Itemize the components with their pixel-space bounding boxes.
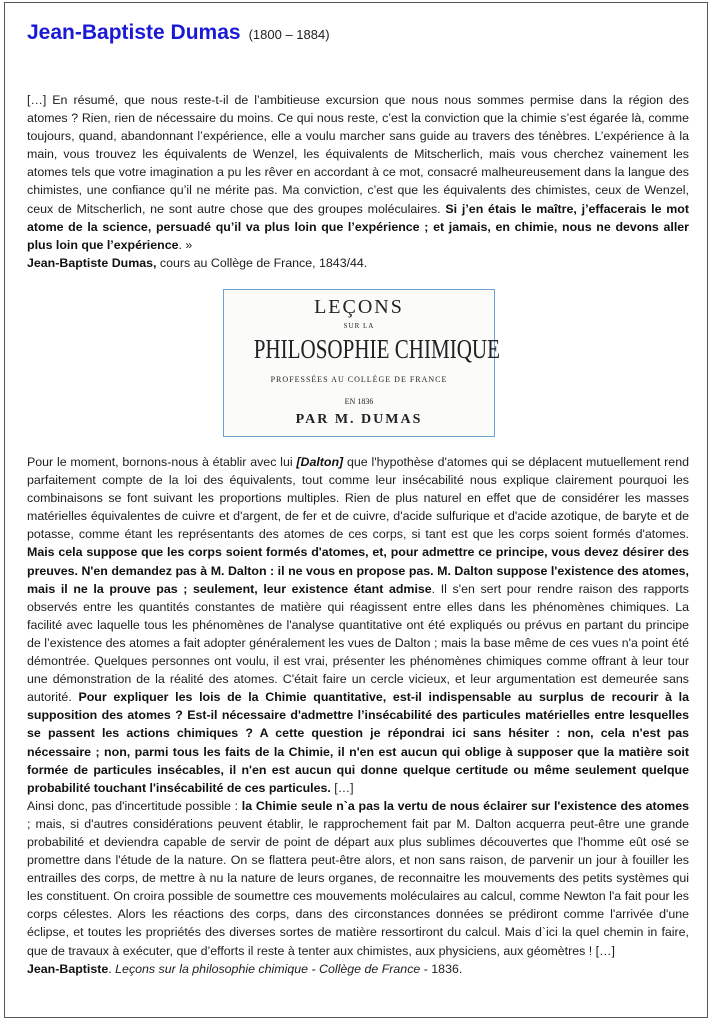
dalton-mention: [Dalton] (296, 455, 344, 469)
plate-line-author: PAR M. DUMAS (295, 412, 423, 427)
life-dates: (1800 – 1884) (248, 27, 330, 42)
excerpt-text: […] (330, 780, 354, 795)
plate-line-title: PHILOSOPHIE CHIMIQUE (253, 334, 500, 364)
book-title-image (223, 289, 500, 437)
excerpt-text: que l'hypothèse d'atomes qui se déplacent mutuellement rend parfaitement compte de la loi des équivalents, tout comme leur insécabilité nous explique clairement pourquoi les combinaisons se font suivant les proportions multiples. Rien de plus naturel en effet que de considérer les masses matérielles équivalentes de cuivre et d'argent, de fer et de cuivre, d'acide sulfurique et d'acide azotique, de baryte et de potasse, comme étant les représentants des atomes de ces corps, si tant est que les corps soient formés d'atomes. (27, 455, 689, 542)
plate-line-year: EN 1836 (344, 397, 374, 406)
plate-line-professees: PROFESSÉES AU COLLÈGE DE FRANCE (270, 375, 448, 384)
excerpt-text: Ainsi donc, pas d'incertitude possible : (27, 798, 242, 813)
excerpt-dot: . (108, 961, 116, 976)
book-excerpt (27, 453, 689, 978)
dumas-quote (27, 91, 689, 272)
excerpt-text: . Il s'en sert pour rendre raison des rapports observés entre les quantités constantes de matière qui réagissent entre elles dans les phénomènes chimiques. La facilité avec laquelle tous les phénomènes de l'analyse quantitative ont été expliqués ou prévus en partant du principe de l’existence des atomes a fait adopter généralement les vues de Dalton ; mais la base même de ces vues n'a point été démontrée. Quelques personnes ont voulu, il est vrai, présenter les phénomènes chimiques comme offrant à leur tour une démonstration de la réalité des atomes. C'était faire un cercle vicieux, et leur argumentation est demeurée sans autorité. (27, 581, 689, 705)
quote-bold: Si j’en étais le maître, j’effacerais le mot atome de la science, persuadé qu’il va plus loin que l’expérience ; et jamais, en chimie, nous ne devons aller plus loin que l’expérience (27, 201, 689, 252)
excerpt-year: - 1836. (420, 961, 463, 976)
excerpt-source: Leçons sur la philosophie chimique - Collège de France (115, 961, 421, 976)
page-title: Jean-Baptiste Dumas (27, 21, 241, 44)
plate-line-sur-la: SUR LA (343, 322, 375, 330)
quote-end: . » (178, 237, 193, 252)
quote-text: […] En résumé, que nous reste-t-il de l’ambitieuse excursion que nous nous sommes permise dans la région des atomes ? Rien, rien de nécessaire du moins. Ce qui nous reste, c’est la conviction que la chimie s’est égarée là, comme toujours, quand, abandonnant l’expérience, elle a voulu marcher sans guide au travers des ténèbres. L’expérience à la main, vous trouvez les équivalents de Wenzel, les équivalents de Mitscherlich, mais vous cherchez vainement les atomes tels que votre imagination a pu les rêver en accordant à ce mot, consacré malheureusement dans la langue des chimistes, une confiance qu’il ne mérite pas. Ma conviction, c’est que les équivalents des chimistes, ceux de Wenzel, ceux de Mitscherlich, ne sont autre chose que des groupes moléculaires. (27, 93, 689, 216)
header (27, 21, 330, 45)
excerpt-bold: Mais cela suppose que les corps soient formés d'atomes, et, pour admettre ce principe, vous devez désirer des preuves. N'en demandez pas à M. Dalton : il ne vous en propose pas. M. Dalton suppose l'existence des atomes, mais il ne la prouve pas ; seulement, leur existence étant admise (27, 545, 689, 596)
excerpt-author: Jean-Baptiste (27, 961, 109, 976)
quote-source: cours au Collège de France, 1843/44. (159, 255, 368, 270)
document-page (4, 2, 708, 1018)
excerpt-bold: Pour expliquer les lois de la Chimie quantitative, est-il indispensable au surplus de recourir à la supposition des atomes ? Est-il nécessaire d'admettre l’insécabilité des particules matérielles entre lesquelles se passent les actions chimiques ? A cette question je répondrai ici sans hésiter : non, cela n'est pas nécessaire ; non, parmi tous les faits de la Chimie, il n'en est aucun qui oblige à supposer que la matière soit formée de particules insécables, il n'en est aucun qui donne quelque certitude ou même seulement quelque probabilité touchant l'insécabilité de ces particules. (27, 690, 689, 795)
quote-author: Jean-Baptiste Dumas, (27, 255, 157, 270)
excerpt-text: Pour le moment, bornons-nous à établir avec lui (27, 455, 297, 469)
excerpt-text: ; mais, si d'autres considérations peuvent établir, le rapprochement fait par M. Dalton acquerra peut-être une grande probabilité et deviendra capable de servir de point de départ aux plus sublimes découvertes que l'homme eût osé se promettre dans l'étude de la nature. On se flattera peut-être alors, et non sans raison, de parvenir un jour à fouiller les entrailles des corps, de mettre à nu la nature de leurs organes, de reconnaitre les mouvements des petits systèmes qui les constituent. On croira possible de soumettre ces mouvements moléculaires au calcul, comme Newton l'a fait pour les corps célestes. Alors les réactions des corps, dans des circonstances données se prédiront comme l'arrivée d'une éclipse, et toutes les propriétés des diverses sortes de matière ressortiront du calcul. Mais d`ici la quel chemin in faire, que de travaux à exécuter, que d’efforts il reste à tenter aux chimistes, aux physiciens, aux géomètres ! […] (27, 816, 689, 958)
excerpt-bold: la Chimie seule n`a pas la vertu de nous éclairer sur l'existence des atomes (241, 798, 689, 813)
plate-line-lecons: LEÇONS (314, 296, 404, 318)
